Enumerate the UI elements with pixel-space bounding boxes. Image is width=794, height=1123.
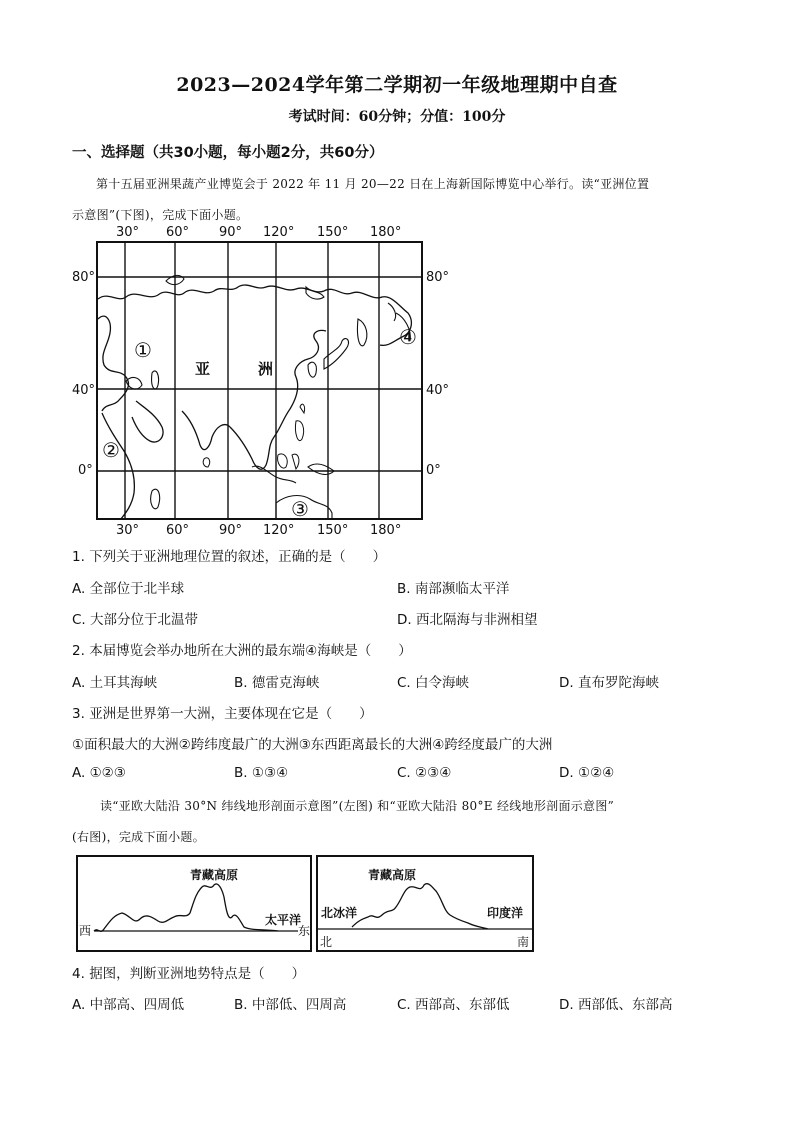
profile-right-ocean-south: 印度洋 xyxy=(487,906,524,920)
profile-left-peak-label: 青藏高原 xyxy=(190,868,239,882)
map-lat-label: 80° xyxy=(72,270,96,285)
q4-option-c[interactable]: C. 西部高、东部低 xyxy=(397,997,510,1013)
q1-option-a[interactable]: A. 全部位于北半球 xyxy=(72,581,185,597)
question-4 xyxy=(72,962,305,982)
passage-1-line-1: 第十五届亚洲果蔬产业博览会于 2022 年 11 月 20—22 日在上海新国际博览中心举行。读“亚洲位置 xyxy=(96,177,650,191)
q3-option-a[interactable]: A. ①②③ xyxy=(72,765,126,781)
q1-option-d[interactable]: D. 西北隔海与非洲相望 xyxy=(397,612,538,628)
map-lat-label: 0° xyxy=(426,463,441,478)
question-text: 本届博览会举办地所在大洲的最东端④海峡是（ ） xyxy=(89,643,412,659)
profile-right-peak-label: 青藏高原 xyxy=(368,868,417,882)
q1-option-c[interactable]: C. 大部分位于北温带 xyxy=(72,612,199,628)
q2-option-a[interactable]: A. 土耳其海峡 xyxy=(72,675,158,691)
map-marker-2: ② xyxy=(102,438,120,462)
map-lon-label: 60° xyxy=(166,225,190,240)
map-lon-label: 90° xyxy=(219,523,243,538)
profile-right-south: 南 xyxy=(517,935,530,949)
profile-right-north: 北 xyxy=(320,935,333,949)
q1-option-b[interactable]: B. 南部濒临太平洋 xyxy=(397,581,510,597)
exam-info: 考试时间：60分钟；分值：100分 xyxy=(288,109,506,125)
q2-option-b[interactable]: B. 德雷克海峡 xyxy=(234,675,320,691)
question-2 xyxy=(72,639,412,659)
profile-left-west: 西 xyxy=(79,924,92,938)
q2-option-c[interactable]: C. 白令海峡 xyxy=(397,675,470,691)
map-lon-label: 30° xyxy=(116,225,140,240)
q3-option-d[interactable]: D. ①②④ xyxy=(559,765,615,781)
question-number: 3. xyxy=(72,706,85,722)
question-number: 2. xyxy=(72,643,85,659)
passage-2-line-2: (右图)，完成下面小题。 xyxy=(72,830,205,844)
map-lon-label: 180° xyxy=(370,523,402,538)
map-lon-label: 150° xyxy=(317,523,349,538)
map-lat-label: 40° xyxy=(426,383,450,398)
map-marker-4: ④ xyxy=(399,325,417,349)
map-lon-label: 120° xyxy=(263,225,295,240)
question-number: 1. xyxy=(72,549,85,565)
profile-left-ocean: 太平洋 xyxy=(265,913,302,927)
passage-1-line-2: 示意图”(下图)，完成下面小题。 xyxy=(72,208,249,222)
q4-option-d[interactable]: D. 西部低、东部高 xyxy=(559,997,673,1013)
question-text: 据图，判断亚洲地势特点是（ ） xyxy=(89,966,306,982)
map-lon-label: 60° xyxy=(166,523,190,538)
page-title: 2023—2024学年第二学期初一年级地理期中自查 xyxy=(176,74,618,96)
question-text: 下列关于亚洲地理位置的叙述，正确的是（ ） xyxy=(89,549,387,565)
map-label-asia-2: 洲 xyxy=(258,360,274,378)
map-lon-label: 30° xyxy=(116,523,140,538)
map-label-asia-1: 亚 xyxy=(195,360,211,378)
q2-option-d[interactable]: D. 直布罗陀海峡 xyxy=(559,675,659,691)
q3-statement: ①面积最大的大洲②跨纬度最广的大洲③东西距离最长的大洲④跨经度最广的大洲 xyxy=(72,737,553,753)
map-lon-label: 120° xyxy=(263,523,295,538)
profile-left-east: 东 xyxy=(298,924,311,938)
map-marker-3: ③ xyxy=(291,497,309,521)
map-lon-label: 90° xyxy=(219,225,243,240)
question-1 xyxy=(72,545,386,565)
map-lat-label: 80° xyxy=(426,270,450,285)
q4-option-b[interactable]: B. 中部低、四周高 xyxy=(234,997,347,1013)
q3-option-c[interactable]: C. ②③④ xyxy=(397,765,452,781)
map-lat-label: 40° xyxy=(72,383,96,398)
passage-2-line-1: 读“亚欧大陆沿 30°N 纬线地形剖面示意图”(左图) 和“亚欧大陆沿 80°E 经线地形剖面示意图” xyxy=(100,799,615,813)
question-3 xyxy=(72,702,373,722)
q3-option-b[interactable]: B. ①③④ xyxy=(234,765,289,781)
map-marker-1: ① xyxy=(134,338,152,362)
profile-right-ocean-north: 北冰洋 xyxy=(321,906,358,920)
map-lat-label: 0° xyxy=(78,463,93,478)
section-heading: 一、选择题（共30小题，每小题2分，共60分） xyxy=(72,145,384,161)
map-lon-label: 150° xyxy=(317,225,349,240)
question-number: 4. xyxy=(72,966,85,982)
map-lon-label: 180° xyxy=(370,225,402,240)
asia-location-map xyxy=(96,241,423,520)
question-text: 亚洲是世界第一大洲，主要体现在它是（ ） xyxy=(89,706,373,722)
q4-option-a[interactable]: A. 中部高、四周低 xyxy=(72,997,185,1013)
